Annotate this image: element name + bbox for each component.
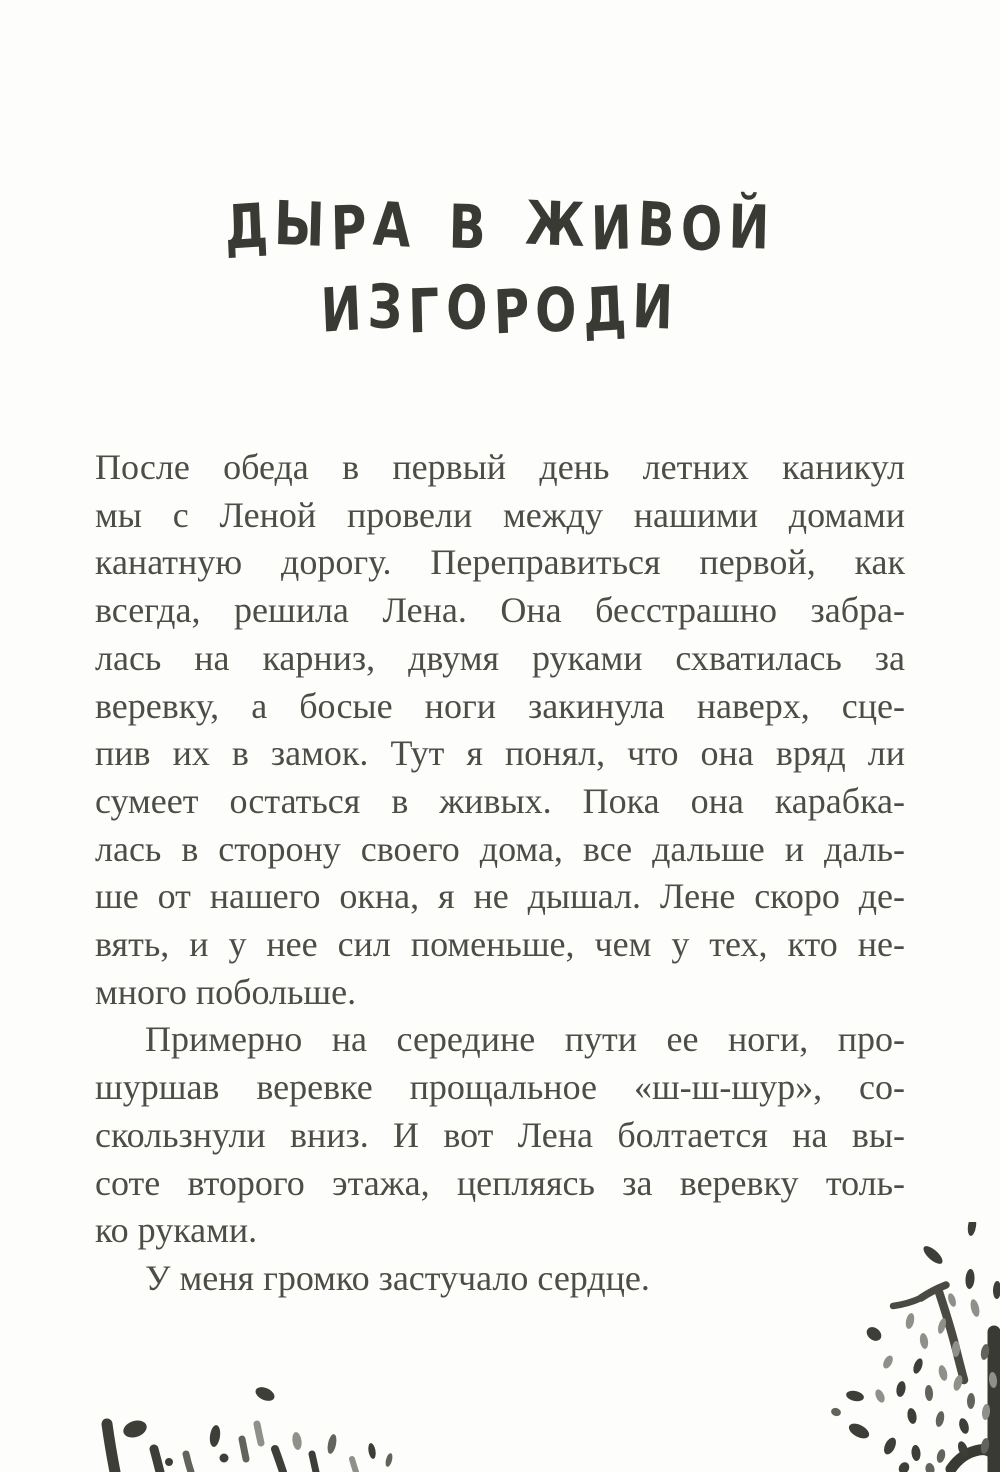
paragraph-line: канатную дорогу. Переправиться первой, как: [95, 542, 905, 583]
paragraph-line: Примерно на середине пути ее ноги, про-: [145, 1019, 905, 1060]
paragraph-line: вять, и у нее сил поменьше, чем у тех, кто не-: [95, 924, 905, 965]
paragraph-line: мы с Леной провели между нашими домами: [95, 494, 905, 535]
chapter-title: [95, 180, 905, 349]
paragraph-line: ше от нашего окна, я не дышал. Лене скоро де-: [95, 876, 905, 917]
paragraph-line: много побольше.: [95, 971, 357, 1012]
paragraph-line: скользнули вниз. И вот Лена болтается на вы-: [95, 1114, 905, 1155]
chapter-title-line1: ДЫРА В ЖИВОЙ: [223, 187, 777, 266]
paragraph-line: шуршав веревке прощальное «ш-ш-шур», со-: [95, 1067, 905, 1108]
paragraph-line: веревку, а босые ноги закинула наверх, сце-: [95, 685, 905, 726]
paragraph-line: всегда, решила Лена. Она бесстрашно забра-: [95, 590, 905, 631]
paragraph-line: У меня громко застучало сердце.: [145, 1257, 650, 1298]
paragraph-line: сумеет остаться в живых. Пока она карабка-: [95, 780, 905, 821]
paragraph-line: лась на карниз, двумя руками схватилась за: [95, 637, 905, 678]
paragraph-line: После обеда в первый день летних каникул: [95, 447, 905, 487]
bush-illustration: [50, 1380, 410, 1472]
paragraph-line: соте второго этажа, цепляясь за веревку толь-: [95, 1162, 905, 1203]
chapter-body: [95, 444, 905, 1303]
paragraph-line: пив их в замок. Тут я понял, что она вряд ли: [95, 733, 905, 774]
paragraph-line: ко руками.: [95, 1210, 258, 1251]
paragraph-line: лась в сторону своего дома, все дальше и даль-: [95, 828, 905, 869]
tree-illustration: [800, 1222, 1000, 1472]
chapter-title-line2: ИЗГОРОДИ: [319, 270, 681, 349]
